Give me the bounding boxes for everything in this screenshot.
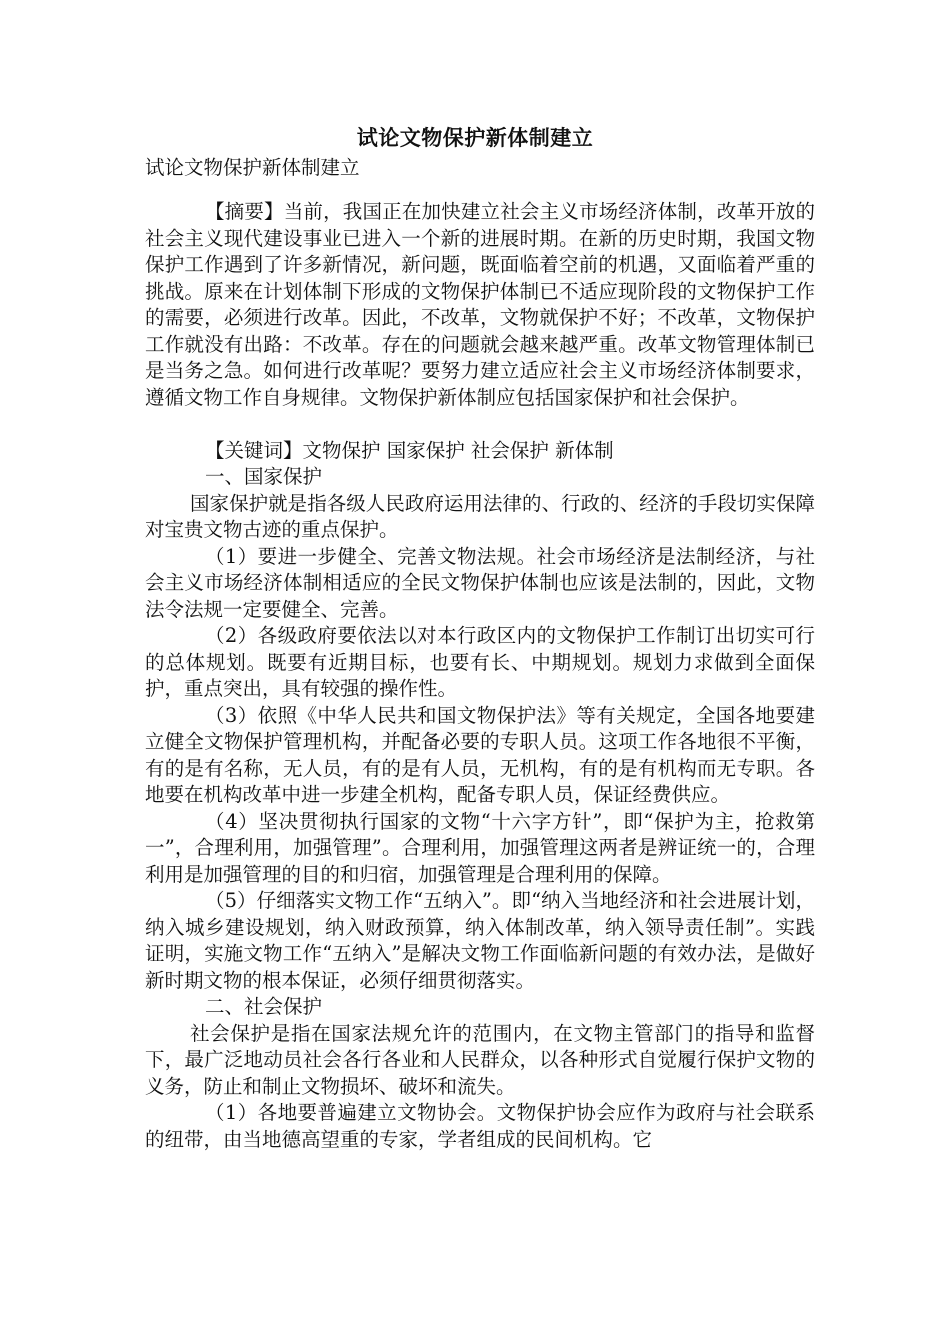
section1-heading: 一、国家保护 — [205, 465, 323, 488]
section2-heading: 二、社会保护 — [205, 995, 323, 1018]
section1-item5: （5）仔细落实文物工作“五纳入”。即“纳入当地经济和社会进展计划，纳入城乡建设规划，纳入财政预算，纳入体制改革，纳入领导责任制”。实践证明，实施文物工作“五纳入”是解决文物工作面临新问题的有效办法，是做好新时期文物的根本保证，必须仔细贯彻落实。 — [145, 889, 815, 992]
document-body — [145, 199, 815, 1153]
section2-intro: 社会保护是指在国家法规允许的范围内，在文物主管部门的指导和监督下，最广泛地动员社会各行各业和人民群众，以各种形式自觉履行保护文物的义务，防止和制止文物损坏、破坏和流失。 — [145, 1021, 815, 1098]
section1-item2: （2）各级政府要依法以对本行政区内的文物保护工作制订出切实可行的总体规划。既要有近期目标，也要有长、中期规划。规划力求做到全面保护，重点突出，具有较强的操作性。 — [145, 624, 815, 700]
section1-intro: 国家保护就是指各级人民政府运用法律的、行政的、经济的手段切实保障对宝贵文物古迹的重点保护。 — [145, 491, 815, 541]
section2-item1: （1）各地要普遍建立文物协会。文物保护协会应作为政府与社会联系的纽带，由当地德高望重的专家，学者组成的民间机构。它 — [145, 1101, 815, 1151]
section1-item4: （4）坚决贯彻执行国家的文物“十六字方针”，即“保护为主，抢救第一”，合理利用，加强管理”。合理利用，加强管理这两者是辨证统一的，合理利用是加强管理的目的和归宿，加强管理是合理利用的保障。 — [145, 809, 815, 886]
document-subtitle: 试论文物保护新体制建立 — [145, 156, 360, 179]
section1-item3: （3）依照《中华人民共和国文物保护法》等有关规定，全国各地要建立健全文物保护管理机构，并配备必要的专职人员。这项工作各地很不平衡，有的是有名称，无人员，有的是有人员，无机构，有的是有机构而无专职。各地要在机构改革中进一步建全机构，配备专职人员，保证经费供应。 — [145, 703, 815, 806]
document-title: 试论文物保护新体制建立 — [356, 125, 594, 150]
abstract-paragraph: 【摘要】当前，我国正在加快建立社会主义市场经济体制，改革开放的社会主义现代建设事业已进入一个新的进展时期。在新的历史时期，我国文物保护工作遇到了许多新情况，新问题，既面临着空前的机遇，又面临着严重的挑战。原来在计划体制下形成的文物保护体制已不适应现阶段的文物保护工作的需要，必须进行改革。因此，不改革，文物就保护不好；不改革，文物保护工作就没有出路：不改革。存在的问题就会越来越严重。改革文物管理体制已是当务之急。如何进行改革呢？要努力建立适应社会主义市场经济体制要求，遵循文物工作自身规律。文物保护新体制应包括国家保护和社会保护。 — [145, 200, 815, 409]
keywords-paragraph: 【关键词】文物保护 国家保护 社会保护 新体制 — [205, 438, 614, 462]
section1-item1: （1）要进一步健全、完善文物法规。社会市场经济是法制经济，与社会主义市场经济体制相适应的全民文物保护体制也应该是法制的，因此，文物法令法规一定要健全、完善。 — [145, 544, 815, 621]
